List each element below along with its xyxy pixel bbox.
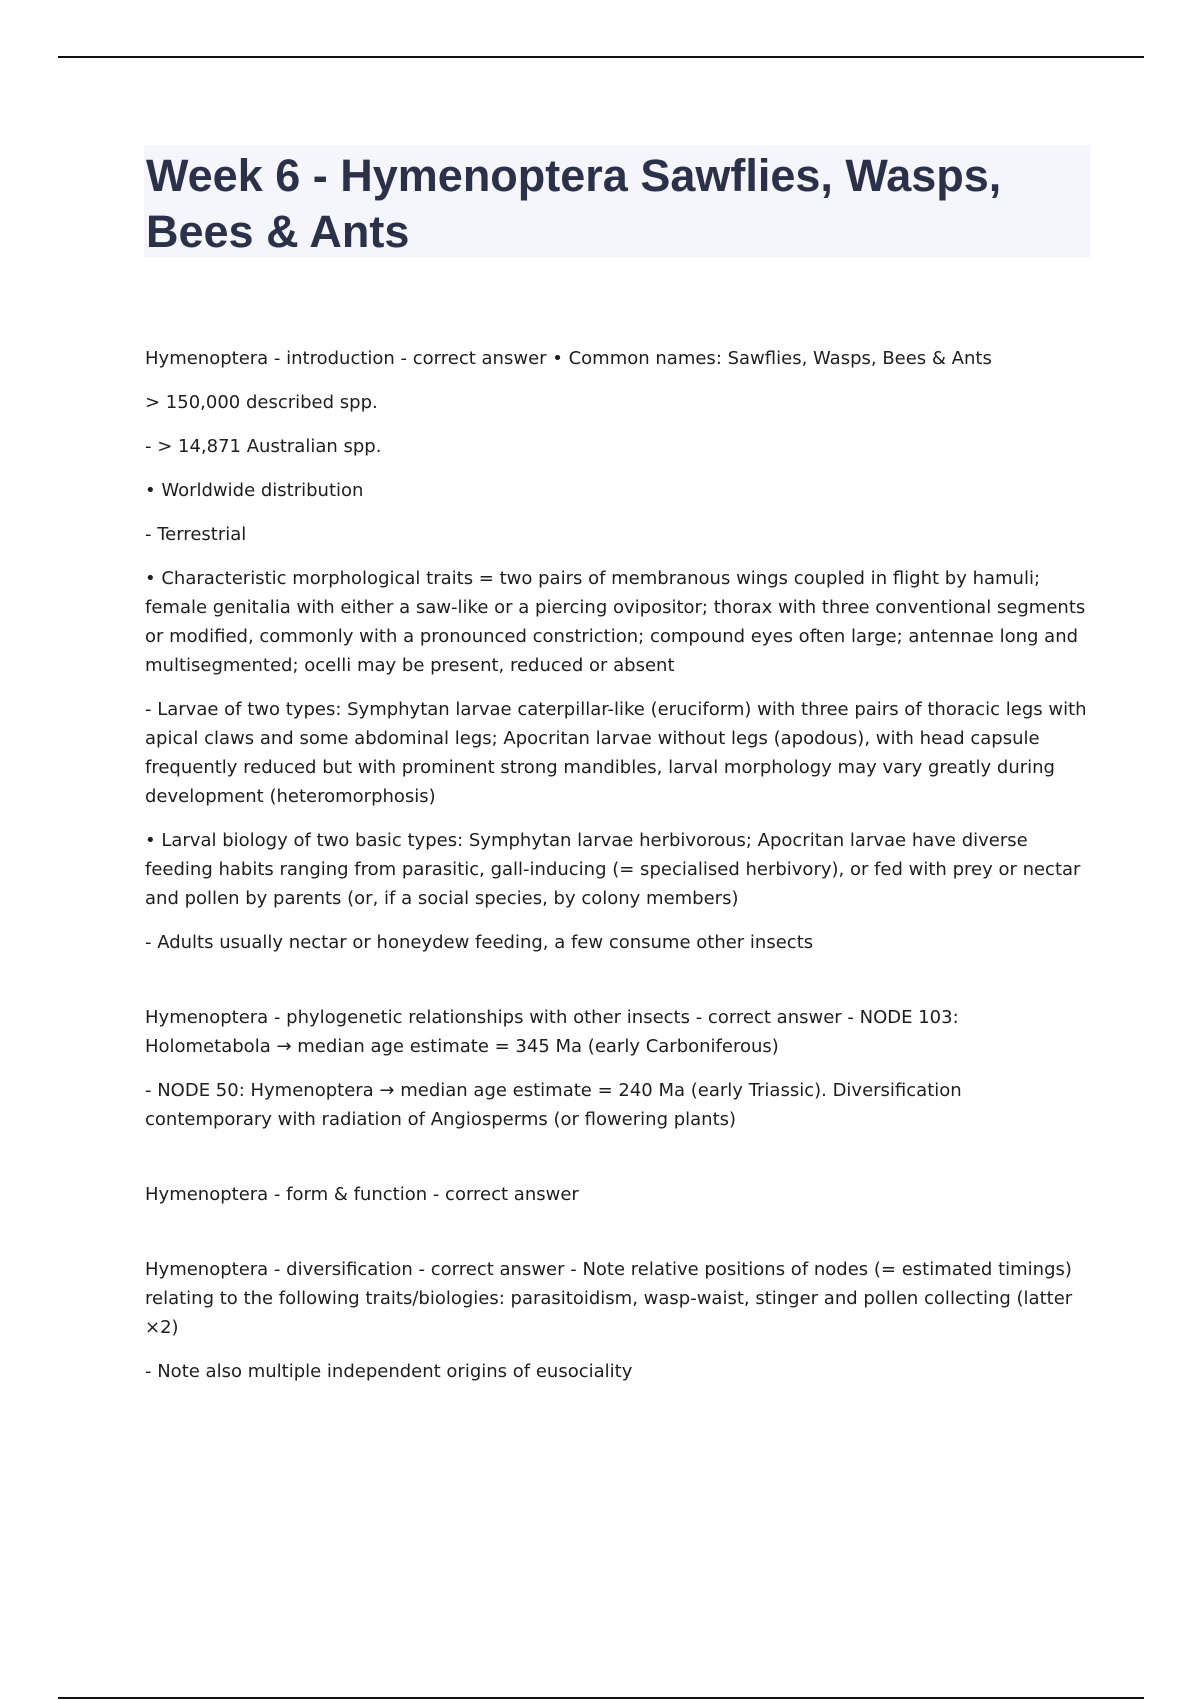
paragraph: - NODE 50: Hymenoptera → median age estimate = 240 Ma (early Triassic). Diversification contemporary with radiation of Angiosperms (or flowering plants) (145, 1080, 962, 1130)
paragraph: > 150,000 described spp. (145, 392, 378, 413)
paragraph: Hymenoptera - phylogenetic relationships with other insects - correct answer - NODE 103: Holometabola → median age estimate = 345 Ma (early Carboniferous) (145, 1007, 959, 1057)
paragraph: - Larvae of two types: Symphytan larvae caterpillar-like (eruciform) with three pairs of thoracic legs with apical claws and some abdominal legs; Apocritan larvae without legs (apodous), with head capsule frequently reduced but with prominent strong mandibles, larval morphology may vary greatly during development (heteromorphosis) (145, 699, 1087, 807)
paragraph: - Adults usually nectar or honeydew feeding, a few consume other insects (145, 932, 814, 953)
top-rule (58, 56, 1144, 58)
page-title: Week 6 - Hymenoptera Sawflies, Wasps, Bees & Ants (146, 150, 1002, 257)
section-introduction (145, 344, 1090, 957)
paragraph: • Worldwide distribution (145, 480, 364, 501)
paragraph: • Characteristic morphological traits = two pairs of membranous wings coupled in flight by hamuli; female genitalia with either a saw-like or a piercing ovipositor; thorax with three conventional segments or modified, commonly with a pronounced constriction; compound eyes often large; antennae long and multisegmented; ocelli may be present, reduced or absent (145, 568, 1086, 676)
paragraph: Hymenoptera - form & function - correct answer (145, 1184, 579, 1205)
paragraph: - Note also multiple independent origins of eusociality (145, 1361, 633, 1382)
bottom-rule (58, 1697, 1144, 1699)
section-form-function (145, 1180, 1090, 1209)
paragraph: • Larval biology of two basic types: Symphytan larvae herbivorous; Apocritan larvae have diverse feeding habits ranging from parasitic, gall-inducing (= specialised herbivory), or fed with prey or nectar and pollen by parents (or, if a social species, by colony members) (145, 830, 1081, 909)
title-block (144, 145, 1090, 257)
section-phylogenetic-relationships (145, 1003, 1090, 1134)
document-body (145, 344, 1090, 1401)
paragraph: - > 14,871 Australian spp. (145, 436, 382, 457)
section-diversification (145, 1255, 1090, 1386)
paragraph: Hymenoptera - introduction - correct answer • Common names: Sawflies, Wasps, Bees & Ants (145, 348, 992, 369)
paragraph: - Terrestrial (145, 524, 247, 545)
paragraph: Hymenoptera - diversification - correct answer - Note relative positions of nodes (= estimated timings) relating to the following traits/biologies: parasitoidism, wasp-waist, stinger and pollen collecting (latter ×2) (145, 1259, 1073, 1338)
